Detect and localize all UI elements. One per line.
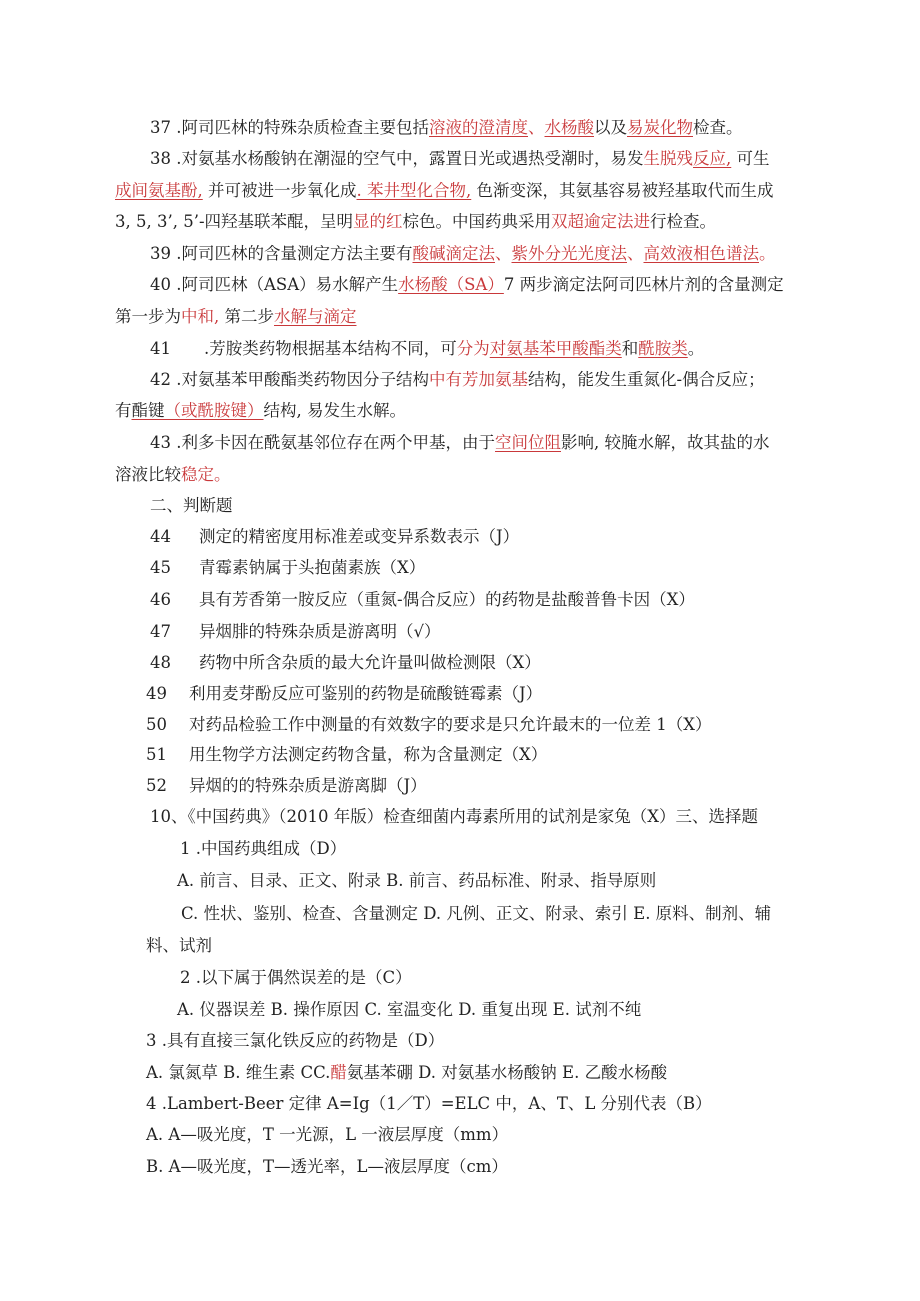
tf-number: 49 bbox=[146, 684, 167, 703]
q38-lead: 38 .对氨基水杨酸钠在潮湿的空气中，露置日光或遇热受潮时，易发 bbox=[150, 149, 644, 168]
mc-question-1-options-cont: 料、试剂 bbox=[146, 936, 212, 955]
mc-question-4-option-a: A. A—吸光度，T 一光源，L 一液层厚度（mm） bbox=[146, 1125, 509, 1144]
mc-question-2-options: A. 仪器误差 B. 操作原因 C. 室温变化 D. 重复出现 E. 试剂不纯 bbox=[177, 1000, 642, 1019]
question-40-line-2 bbox=[115, 306, 357, 330]
q37-lead: 37 .阿司匹林的特殊杂质检查主要包括 bbox=[150, 118, 429, 137]
q39-end: 。 bbox=[759, 244, 776, 263]
question-38-line-2 bbox=[115, 180, 774, 204]
tf-number: 48 bbox=[150, 653, 171, 672]
q39-answer-2: 紫外分光光度法 bbox=[511, 244, 627, 263]
mc-question-3: 3 .具有直接三氯化铁反应的药物是（D） bbox=[146, 1031, 445, 1050]
q39-lead: 39 .阿司匹林的含量测定方法主要有 bbox=[150, 244, 413, 263]
section-heading-true-false: 二、判断题 bbox=[150, 496, 233, 515]
q38-mid-2: 并可被进一步氧化成 bbox=[202, 181, 357, 200]
tf-text: 用生物学方法测定药物含量，称为含量测定（X） bbox=[189, 745, 548, 764]
q38-answer-1: 生脱残 bbox=[643, 149, 693, 168]
q37-answer-1: 溶液的澄清度 bbox=[429, 118, 528, 137]
q40-answer-3: 水解与滴定 bbox=[274, 307, 357, 326]
tf-item-50 bbox=[146, 714, 712, 738]
tf-item-52 bbox=[146, 775, 427, 799]
q40-tail-1: 7 两步滴定法阿司匹林片剂的含量测定 bbox=[503, 275, 784, 294]
mc-q3-options-post: 氨基苯硼 D. 对氨基水杨酸钠 E. 乙酸水杨酸 bbox=[346, 1063, 668, 1082]
q42-answer-3: （或酰胺键） bbox=[164, 401, 264, 420]
q37-tail: 检查。 bbox=[693, 118, 743, 137]
tf-number: 47 bbox=[150, 622, 171, 641]
q42-answer-2: 酯键 bbox=[131, 401, 165, 420]
q41-answer-2: 对氨基苯甲酸酯类 bbox=[489, 339, 622, 358]
q41-answer-1: 分为 bbox=[456, 339, 490, 358]
tf-item-47 bbox=[150, 621, 441, 645]
tf-text: 具有芳香第一胺反应（重氮-偶合反应）的药物是盐酸普鲁卡因（X） bbox=[199, 590, 695, 609]
q38-answer-4: 显的红 bbox=[353, 212, 403, 231]
tf-text: 青霉素钠属于头抱菌素族（X） bbox=[199, 558, 426, 577]
q41-answer-3: 酰胺类 bbox=[638, 339, 688, 358]
q39-answer-1: 酸碱滴定法 bbox=[412, 244, 495, 263]
tf-number: 52 bbox=[146, 776, 167, 795]
tf-number: 46 bbox=[150, 590, 171, 609]
tf-text: 异烟腓的特殊杂质是游离明（√） bbox=[199, 622, 441, 641]
question-40-line-1 bbox=[150, 274, 784, 298]
q43-tail-1: 影响, 较腌水解，故其盐的水 bbox=[561, 433, 770, 452]
question-41 bbox=[150, 338, 704, 362]
q39-answer-3: 高效液相色谱法 bbox=[643, 244, 759, 263]
tf-item-45 bbox=[150, 557, 425, 581]
question-38-line-3 bbox=[115, 211, 716, 235]
q37-mid: 以及 bbox=[594, 118, 627, 137]
tf-number: 51 bbox=[146, 745, 167, 764]
tf-item-48 bbox=[150, 652, 541, 676]
mc-question-1: 1 .中国药典组成（D） bbox=[180, 839, 347, 858]
q42-tail-1: 结构，能发生重氮化-偶合反应； bbox=[528, 370, 765, 389]
tf-item-51 bbox=[146, 744, 547, 768]
q43-lead: 43 .利多卡因在酰氨基邻位存在两个甲基，由于 bbox=[150, 433, 495, 452]
q38-tail-2: 色渐变深，其氨基容易被羟基取代而生成 bbox=[471, 181, 774, 200]
q37-answer-2: 水杨酸 bbox=[544, 118, 594, 137]
q40-lead: 40 .阿司匹林（ASA）易水解产生 bbox=[150, 275, 399, 294]
tf-item-44 bbox=[150, 526, 519, 550]
q40-line-2b: 第二步 bbox=[219, 307, 274, 326]
q38-tail-4: 行检查。 bbox=[650, 212, 717, 231]
tf-number: 45 bbox=[150, 558, 171, 577]
question-42-line-2 bbox=[115, 400, 406, 424]
q37-answer-3: 易炭化物 bbox=[627, 118, 693, 137]
q39-sep-2: 、 bbox=[627, 244, 644, 263]
mc-q3-options-pre: A. 氯氮草 B. 维生素 CC. bbox=[146, 1063, 331, 1082]
q40-answer-1: 水杨酸（SA） bbox=[398, 275, 504, 294]
q42-answer-1: 中有芳加氨基 bbox=[429, 370, 528, 389]
q43-answer-2: 稳定。 bbox=[181, 465, 231, 484]
q40-line-2a: 第一步为 bbox=[115, 307, 181, 326]
mc-q3-options-highlight: 醋 bbox=[330, 1063, 347, 1082]
q42-line-2a: 有 bbox=[115, 401, 132, 420]
tf-text: 对药品检验工作中测量的有效数字的要求是只允许最末的一位差 1（X） bbox=[189, 715, 712, 734]
tf-number: 44 bbox=[150, 527, 171, 546]
tf-text: 药物中所含杂质的最大允许量叫做检测限（X） bbox=[199, 653, 541, 672]
q38-mid-4: 棕色。中国药典采用 bbox=[402, 212, 552, 231]
tf-number: 50 bbox=[146, 715, 167, 734]
q42-lead: 42 .对氨基苯甲酸酯类药物因分子结构 bbox=[150, 370, 429, 389]
q40-answer-2: 中和, bbox=[181, 307, 220, 326]
q43-answer-1: 空间位阻 bbox=[495, 433, 561, 452]
q38-line-3: 3, 5, 3’, 5’-四羟基联苯醌，呈明 bbox=[115, 212, 354, 231]
q42-tail-2: 结构, 易发生水解。 bbox=[263, 401, 406, 420]
q41-end: 。 bbox=[687, 339, 705, 358]
mc-question-1-options-c-e: C. 性状、鉴别、检查、含量测定 D. 凡例、正文、附录、索引 E. 原料、制剂、辅 bbox=[181, 904, 772, 923]
question-43-line-1 bbox=[150, 432, 770, 456]
q39-sep-1: 、 bbox=[495, 244, 512, 263]
tf-item-49 bbox=[146, 683, 542, 707]
mc-question-4: 4 .Lambert-Beer 定律 A=Ig（1／T）=ELC 中，A、T、L 分别代表（B） bbox=[146, 1094, 712, 1113]
tf-item-46 bbox=[150, 589, 695, 613]
q37-sep: 、 bbox=[528, 118, 545, 137]
tf-text: 利用麦芽酚反应可鉴别的药物是硫酸链霉素（J） bbox=[189, 684, 543, 703]
question-37 bbox=[150, 117, 743, 141]
question-38-line-1 bbox=[150, 148, 770, 172]
tf-item-10-and-section-3: 10、《中国药典》（2010 年版）检查细菌内毒素所用的试剂是家兔（X）三、选择题 bbox=[150, 807, 758, 826]
question-39 bbox=[150, 243, 776, 267]
question-42-line-1 bbox=[150, 369, 765, 393]
q41-lead: 41 .芳胺类药物根据基本结构不同，可 bbox=[150, 339, 457, 358]
q38-answer-1b: 反应, bbox=[693, 149, 732, 168]
q43-line-2a: 溶液比较 bbox=[115, 465, 181, 484]
q38-answer-3: . 苯井型化合物, bbox=[356, 181, 472, 200]
mc-question-4-option-b: B. A—吸光度，T—透光率，L—液层厚度（cm） bbox=[146, 1157, 508, 1176]
q38-answer-5: 双超逾定法进 bbox=[551, 212, 651, 231]
tf-text: 测定的精密度用标准差或变异系数表示（J） bbox=[199, 527, 520, 546]
mc-question-2: 2 .以下属于偶然误差的是（C） bbox=[180, 968, 412, 987]
mc-question-3-options bbox=[146, 1062, 667, 1086]
question-43-line-2 bbox=[115, 464, 231, 488]
q38-tail-1: 可生 bbox=[731, 149, 770, 168]
q41-mid: 和 bbox=[621, 339, 639, 358]
tf-text: 异烟的的特殊杂质是游离脚（J） bbox=[189, 776, 427, 795]
mc-question-1-options-a-b: A. 前言、目录、正文、附录 B. 前言、药品标准、附录、指导原则 bbox=[177, 871, 657, 890]
q38-answer-2: 成间氨基酚, bbox=[115, 181, 203, 200]
